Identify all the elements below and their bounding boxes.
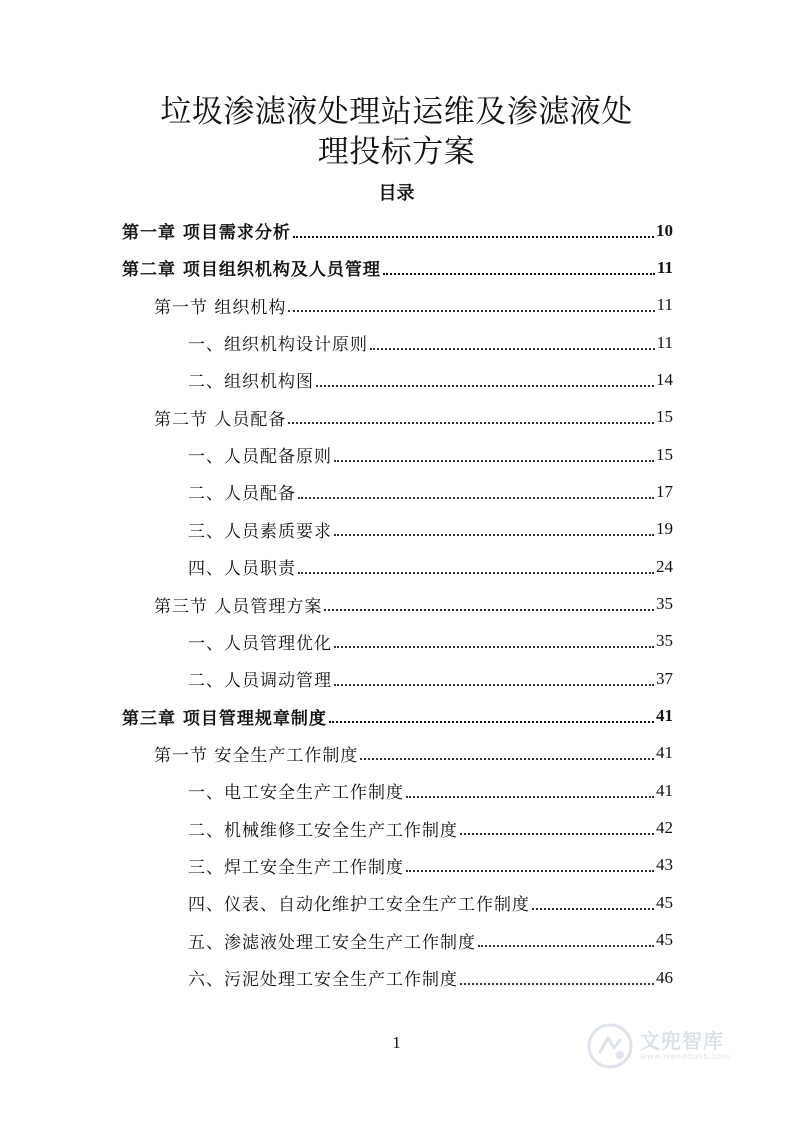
toc-entry-label: 一、电工安全生产工作制度 — [188, 783, 404, 804]
toc-entry[interactable] — [154, 399, 673, 436]
toc-entry-label: 二、人员调动管理 — [188, 671, 332, 692]
toc-dot-leader — [334, 534, 654, 536]
toc-dot-leader — [406, 796, 654, 798]
toc-entry-page-number: 17 — [656, 481, 673, 501]
toc-entry-label: 二、组织机构图 — [188, 372, 314, 393]
toc-entry-label: 第三章 项目管理规章制度 — [122, 708, 327, 729]
toc-entry-page-number: 41 — [656, 743, 673, 763]
toc-entry[interactable] — [122, 249, 673, 286]
toc-heading: 目录 — [378, 183, 415, 204]
toc-entry-page-number: 35 — [656, 594, 673, 613]
toc-dot-leader — [460, 983, 654, 985]
toc-dot-leader — [334, 684, 654, 686]
toc-dot-leader — [288, 422, 654, 424]
toc-entry-page-number: 11 — [656, 332, 673, 352]
toc-entry[interactable] — [188, 548, 673, 585]
watermark-url: www.wendoulib.com — [640, 1052, 731, 1061]
toc-entry-label: 第一节 组织机构 — [154, 297, 287, 318]
watermark-logo-icon — [586, 1022, 634, 1070]
toc-entry[interactable] — [188, 959, 673, 996]
toc-entry-page-number: 45 — [656, 930, 673, 950]
toc-dot-leader — [478, 945, 654, 947]
toc-entry-page-number: 10 — [656, 220, 673, 240]
toc-entry[interactable] — [188, 810, 673, 847]
toc-entry-page-number: 46 — [656, 967, 673, 987]
toc-entry[interactable] — [188, 473, 673, 510]
toc-entry-label: 第二节 人员配备 — [154, 409, 287, 430]
toc-dot-leader — [324, 609, 654, 611]
toc-entry[interactable] — [154, 287, 673, 324]
toc-entry-label: 一、人员管理优化 — [188, 633, 332, 654]
toc-dot-leader — [298, 497, 654, 499]
watermark — [586, 1018, 756, 1074]
toc-entry-label: 二、人员配备 — [188, 484, 296, 505]
toc-dot-leader — [298, 572, 654, 574]
watermark-name: 文兜智库 — [640, 1029, 724, 1053]
toc-dot-leader — [288, 310, 654, 312]
toc-entry[interactable] — [188, 884, 673, 921]
toc-dot-leader — [293, 236, 654, 238]
toc-entry[interactable] — [188, 361, 673, 398]
toc-dot-leader — [329, 721, 654, 723]
toc-entry[interactable] — [188, 922, 673, 959]
toc-dot-leader — [360, 758, 654, 760]
toc-entry-label: 第二章 项目组织机构及人员管理 — [122, 260, 381, 281]
toc-entry-label: 四、仪表、自动化维护工安全生产工作制度 — [188, 895, 530, 916]
toc-entry-page-number: 14 — [656, 369, 673, 389]
toc-entry-page-number: 41 — [656, 706, 673, 726]
toc-entry-page-number: 15 — [656, 407, 673, 427]
toc-entry[interactable] — [188, 772, 673, 809]
toc-entry-label: 第一节 安全生产工作制度 — [154, 745, 359, 766]
toc-entry[interactable] — [122, 698, 673, 735]
toc-entry-page-number: 11 — [656, 295, 673, 315]
toc-entry-page-number: 42 — [656, 818, 673, 838]
toc-entry-page-number: 43 — [656, 855, 673, 875]
toc-entry-page-number: 37 — [656, 668, 673, 688]
page-number: 1 — [392, 1033, 401, 1052]
toc-entry-page-number: 15 — [656, 444, 673, 464]
toc-entry[interactable] — [154, 586, 673, 623]
document-title-line2: 理投标方案 — [317, 134, 476, 170]
toc-dot-leader — [460, 833, 654, 835]
toc-entry[interactable] — [188, 324, 673, 361]
toc-entry-page-number: 45 — [656, 892, 673, 912]
toc-dot-leader — [334, 460, 654, 462]
toc-entry-label: 二、机械维修工安全生产工作制度 — [188, 820, 458, 841]
toc-entry-label: 五、渗滤液处理工安全生产工作制度 — [188, 932, 476, 953]
toc-entry[interactable] — [154, 735, 673, 772]
toc-entry-page-number: 41 — [656, 780, 673, 800]
toc-dot-leader — [383, 273, 655, 275]
toc-entry[interactable] — [122, 212, 673, 249]
toc-entry-label: 四、人员职责 — [188, 559, 296, 580]
document-title-line1: 垃圾渗滤液处理站运维及渗滤液处 — [160, 94, 633, 130]
toc-entry-page-number: 35 — [656, 631, 673, 651]
toc-entry[interactable] — [188, 436, 673, 473]
toc-dot-leader — [406, 870, 654, 872]
toc-dot-leader — [334, 646, 654, 648]
toc-dot-leader — [316, 385, 654, 387]
toc-entry[interactable] — [188, 511, 673, 548]
toc-entry-label: 三、焊工安全生产工作制度 — [188, 857, 404, 878]
toc-entry[interactable] — [188, 660, 673, 697]
toc-entry[interactable] — [188, 623, 673, 660]
toc-entry-label: 一、人员配备原则 — [188, 447, 332, 468]
toc-entry-page-number: 24 — [656, 556, 673, 576]
toc-entry-page-number: 19 — [656, 519, 673, 539]
toc-entry-label: 一、组织机构设计原则 — [188, 335, 368, 356]
document-title — [90, 92, 703, 172]
toc-entry[interactable] — [188, 847, 673, 884]
toc-entry-label: 六、污泥处理工安全生产工作制度 — [188, 970, 458, 990]
toc-entry-label: 第三节 人员管理方案 — [154, 596, 323, 617]
toc-entry-label: 第一章 项目需求分析 — [122, 223, 291, 243]
toc-dot-leader — [370, 348, 655, 350]
toc-dot-leader — [532, 908, 654, 910]
toc-entry-page-number: 11 — [656, 257, 673, 277]
toc-entry-label: 三、人员素质要求 — [188, 521, 332, 542]
